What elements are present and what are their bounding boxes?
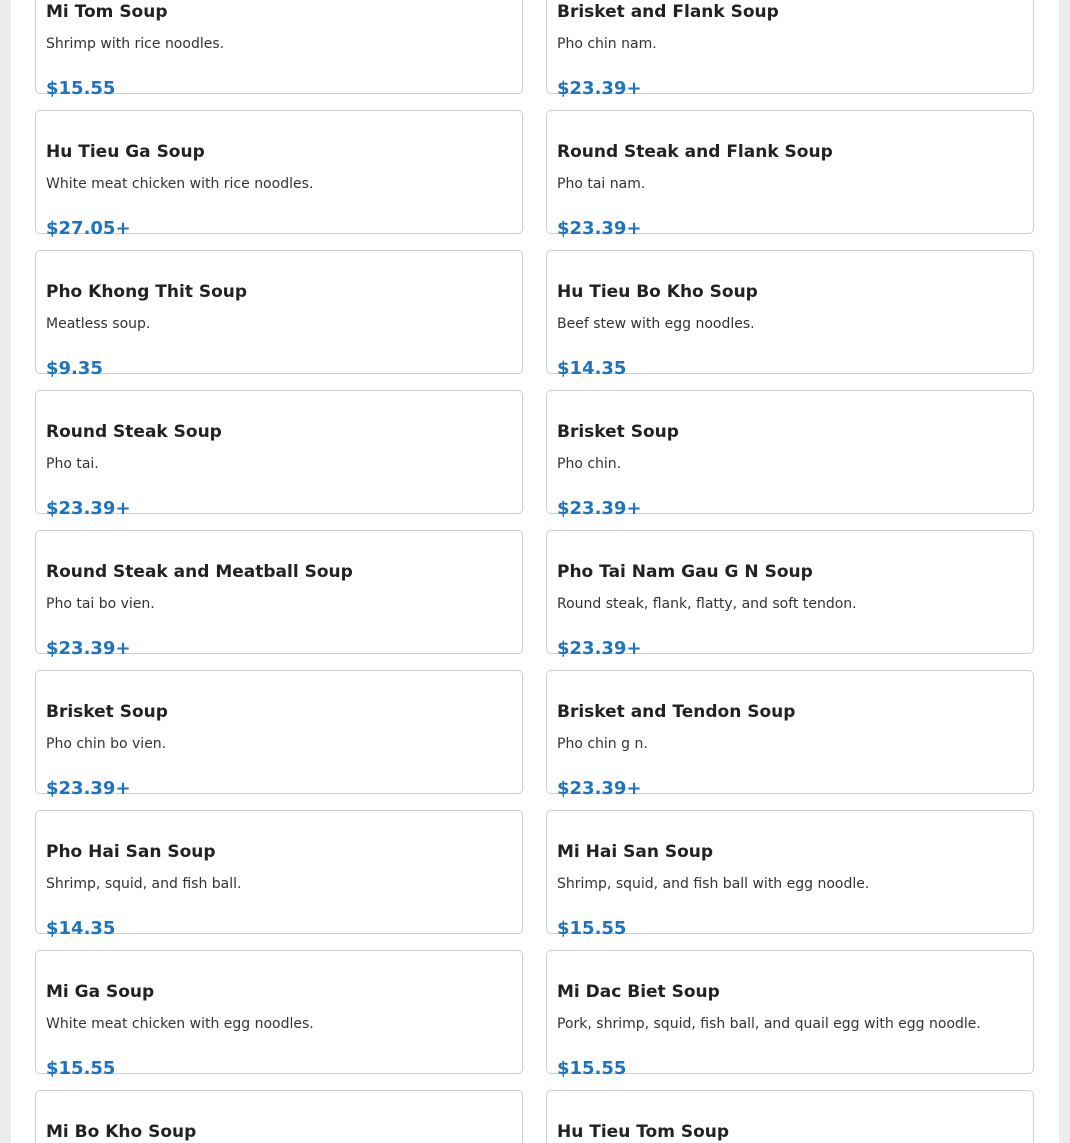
menu-item-name: Round Steak and Meatball Soup — [46, 562, 353, 582]
menu-item-price: $15.55 — [46, 78, 116, 99]
menu-item-description: Pho chin nam. — [557, 36, 657, 52]
menu-item-price: $14.35 — [557, 358, 627, 379]
menu-item-grid — [35, 0, 1034, 1143]
menu-item-name: Mi Bo Kho Soup — [46, 1122, 197, 1142]
menu-item-description: Shrimp, squid, and fish ball. — [46, 876, 242, 892]
menu-item-name: Pho Hai San Soup — [46, 842, 216, 862]
menu-item-name: Mi Ga Soup — [46, 982, 155, 1002]
menu-item-card[interactable] — [546, 670, 1034, 799]
menu-item-name: Mi Hai San Soup — [557, 842, 714, 862]
menu-item-name: Round Steak Soup — [46, 422, 222, 442]
menu-item-card[interactable] — [546, 250, 1034, 379]
menu-item-name: Pho Tai Nam Gau G N Soup — [557, 562, 813, 582]
menu-item-price: $27.05+ — [46, 218, 131, 239]
menu-item-name: Brisket Soup — [557, 422, 679, 442]
menu-item-card[interactable] — [546, 390, 1034, 519]
menu-item-price: $15.55 — [46, 1058, 116, 1079]
menu-item-description: Shrimp, squid, and fish ball with egg noodle. — [557, 876, 870, 892]
menu-item-card[interactable] — [546, 810, 1034, 939]
menu-item-name: Brisket and Flank Soup — [557, 2, 779, 22]
menu-item-description: Beef stew with egg noodles. — [557, 316, 755, 332]
menu-item-description: Pho tai nam. — [557, 176, 646, 192]
menu-item-card[interactable] — [35, 0, 523, 99]
menu-item-price: $23.39+ — [46, 778, 131, 799]
menu-item-card[interactable] — [35, 1090, 523, 1143]
menu-item-card[interactable] — [35, 530, 523, 659]
menu-item-description: Pho tai. — [46, 456, 99, 472]
menu-item-description: White meat chicken with rice noodles. — [46, 176, 314, 192]
menu-item-name: Mi Tom Soup — [46, 2, 168, 22]
menu-item-description: Pork, shrimp, squid, fish ball, and quail egg with egg noodle. — [557, 1016, 981, 1032]
menu-item-card[interactable] — [546, 530, 1034, 659]
menu-item-price: $23.39+ — [46, 638, 131, 659]
menu-panel — [11, 0, 1059, 1143]
menu-item-name: Hu Tieu Ga Soup — [46, 142, 205, 162]
menu-item-name: Mi Dac Biet Soup — [557, 982, 720, 1002]
menu-item-price: $23.39+ — [46, 498, 131, 519]
menu-item-card[interactable] — [35, 810, 523, 939]
menu-item-description: Pho chin g n. — [557, 736, 648, 752]
menu-item-description: Pho tai bo vien. — [46, 596, 155, 612]
menu-item-description: White meat chicken with egg noodles. — [46, 1016, 314, 1032]
menu-item-card[interactable] — [546, 110, 1034, 239]
menu-item-description: Round steak, flank, flatty, and soft tendon. — [557, 596, 857, 612]
menu-item-price: $23.39+ — [557, 778, 642, 799]
menu-item-name: Round Steak and Flank Soup — [557, 142, 833, 162]
menu-item-card[interactable] — [546, 1090, 1034, 1143]
menu-item-card[interactable] — [546, 0, 1034, 99]
menu-item-description: Pho chin. — [557, 456, 622, 472]
menu-item-description: Pho chin bo vien. — [46, 736, 167, 752]
menu-item-card[interactable] — [546, 950, 1034, 1079]
menu-item-price: $9.35 — [46, 358, 103, 379]
menu-item-name: Brisket Soup — [46, 702, 168, 722]
menu-item-card[interactable] — [35, 950, 523, 1079]
menu-item-description: Meatless soup. — [46, 316, 151, 332]
menu-item-card[interactable] — [35, 390, 523, 519]
menu-item-name: Hu Tieu Tom Soup — [557, 1122, 730, 1142]
menu-item-name: Pho Khong Thit Soup — [46, 282, 248, 302]
menu-item-price: $23.39+ — [557, 218, 642, 239]
menu-item-price: $15.55 — [557, 918, 627, 939]
menu-item-price: $15.55 — [557, 1058, 627, 1079]
menu-item-card[interactable] — [35, 670, 523, 799]
menu-item-price: $23.39+ — [557, 638, 642, 659]
menu-item-price: $23.39+ — [557, 498, 642, 519]
menu-item-description: Shrimp with rice noodles. — [46, 36, 225, 52]
menu-item-name: Hu Tieu Bo Kho Soup — [557, 282, 758, 302]
menu-item-price: $23.39+ — [557, 78, 642, 99]
menu-item-name: Brisket and Tendon Soup — [557, 702, 796, 722]
menu-item-price: $14.35 — [46, 918, 116, 939]
menu-item-card[interactable] — [35, 250, 523, 379]
menu-item-card[interactable] — [35, 110, 523, 239]
